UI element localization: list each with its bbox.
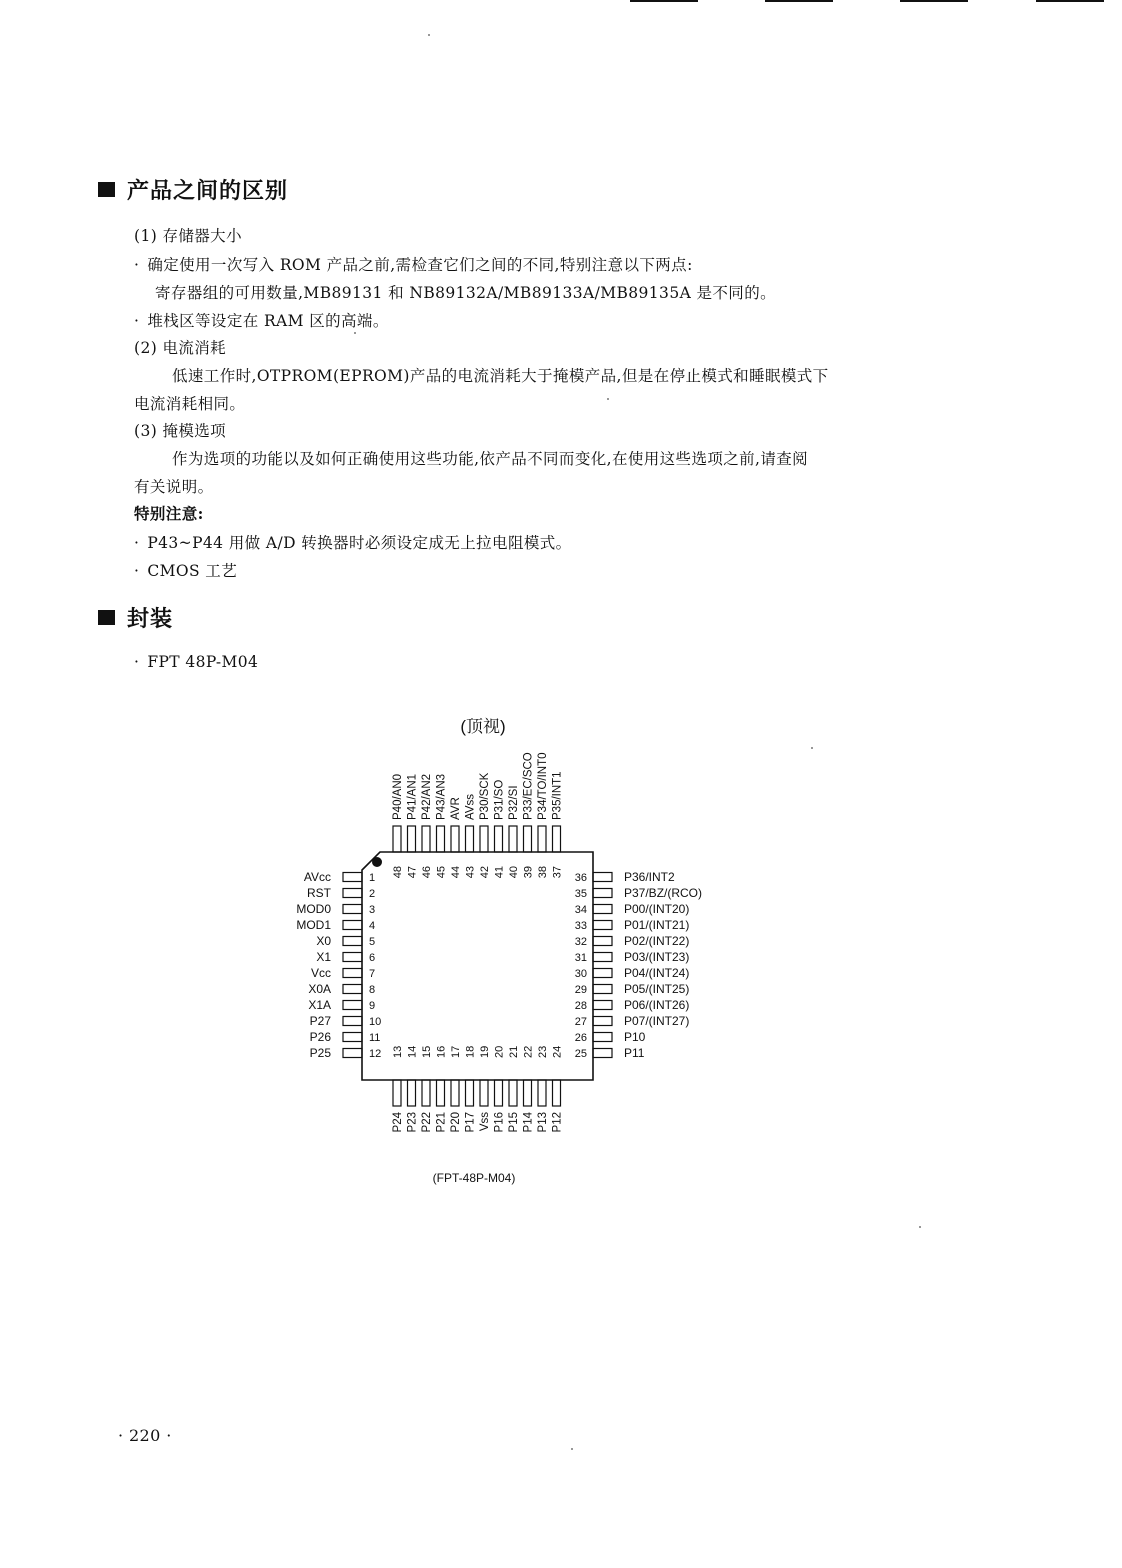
pin-21-label: P15 [508, 1112, 520, 1133]
pin-13-number: 13 [392, 1045, 404, 1058]
item2-paragraph-line1: 低速工作时,OTPROM(EPROM)产品的电流消耗大于掩模产品,但是在停止模式和睡眠模式下 [172, 367, 829, 385]
pin-6-label: X1 [316, 950, 331, 964]
pin-47-number: 47 [406, 866, 419, 879]
pin-46-lead [422, 826, 430, 852]
pin-38-label: P34/TO/INT0 [537, 752, 549, 820]
pin-39-number: 39 [522, 866, 535, 879]
pin-40-label: P32/SI [508, 785, 520, 820]
heading-square-icon [98, 610, 115, 625]
pin-41-label: P31/SO [493, 779, 506, 820]
pin-8-number: 8 [369, 984, 376, 996]
pin-44-lead [451, 826, 459, 852]
pin-9-number: 9 [369, 1000, 376, 1012]
pin-23-lead [538, 1080, 546, 1106]
scan-speck [811, 747, 813, 749]
pin-33-number: 33 [574, 920, 587, 932]
item1-title: (1) 存储器大小 [134, 227, 242, 245]
item3-paragraph-line2: 有关说明。 [134, 478, 214, 496]
pin-22-number: 22 [522, 1045, 535, 1058]
pin-22-label: P14 [522, 1112, 535, 1133]
pin-10-label: P27 [309, 1014, 331, 1028]
top-pin-group [392, 752, 564, 878]
pin-7-lead [343, 969, 362, 978]
heading-square-icon [98, 182, 115, 197]
pin-24-number: 24 [551, 1045, 564, 1058]
pin-4-number: 4 [369, 920, 376, 932]
pin-48-lead [393, 826, 401, 852]
pin-25-label: P11 [624, 1046, 645, 1060]
note-bullet2: · CMOS 工艺 [134, 562, 238, 580]
pin-7-label: Vcc [310, 966, 331, 980]
pin-9-lead [343, 1001, 362, 1010]
pin-31-label: P03/(INT23) [624, 950, 690, 964]
pin-48-label: P40/AN0 [392, 773, 404, 820]
pin-29-label: P05/(INT25) [624, 982, 690, 996]
item3-title: (3) 掩模选项 [134, 422, 227, 440]
diagram-caption: (FPT-48P-M04) [432, 1171, 516, 1185]
pin-2-lead [343, 889, 362, 898]
pin-36-number: 36 [574, 872, 587, 884]
pin-36-lead [593, 873, 612, 882]
pin-14-number: 14 [406, 1045, 419, 1058]
pin-33-lead [593, 921, 612, 930]
pin-21-number: 21 [508, 1045, 520, 1058]
pin-31-number: 31 [574, 952, 587, 964]
pin-28-lead [593, 1001, 612, 1010]
pin-43-lead [466, 826, 474, 852]
header-rule-2 [765, 0, 833, 2]
pin-42-lead [480, 826, 488, 852]
pin-42-number: 42 [479, 866, 491, 879]
pin-23-number: 23 [537, 1045, 549, 1058]
pin-2-number: 2 [369, 888, 376, 900]
pin-37-number: 37 [551, 866, 564, 879]
pin-24-label: P12 [551, 1112, 564, 1133]
bullet-dot-icon: · [134, 562, 140, 580]
package-bullet: · FPT 48P-M04 [134, 653, 259, 671]
pin-23-label: P13 [537, 1112, 549, 1133]
pin-36-label: P36/INT2 [624, 870, 675, 884]
pin-28-number: 28 [574, 1000, 587, 1012]
scan-speck [607, 398, 609, 400]
pin-21-lead [509, 1080, 517, 1106]
pin-43-label: AVss [464, 794, 477, 820]
pin-27-label: P07/(INT27) [624, 1014, 690, 1028]
bullet-dot-icon: · [134, 534, 140, 552]
note-bullet1: · P43~P44 用做 A/D 转换器时必须设定成无上拉电阻模式。 [134, 534, 572, 552]
pin-14-lead [408, 1080, 416, 1106]
pin-35-label: P37/BZ/(RCO) [624, 886, 703, 900]
pin-24-lead [553, 1080, 561, 1106]
bullet-dot-icon: · [134, 653, 140, 671]
pin-25-lead [593, 1049, 612, 1058]
scan-speck [919, 1226, 921, 1228]
pin-8-lead [343, 985, 362, 994]
pin-3-lead [343, 905, 362, 914]
pin-28-label: P06/(INT26) [624, 998, 690, 1012]
pin-20-number: 20 [493, 1045, 506, 1058]
pin-3-label: MOD0 [296, 902, 331, 916]
pin-30-lead [593, 969, 612, 978]
pin-20-label: P16 [493, 1112, 506, 1133]
item1-bullet1: · 确定使用一次写入 ROM 产品之前,需检查它们之间的不同,特别注意以下两点: [134, 256, 693, 274]
pin-18-lead [466, 1080, 474, 1106]
pin-27-lead [593, 1017, 612, 1026]
pin-41-lead [495, 826, 503, 852]
pin-26-number: 26 [574, 1032, 587, 1044]
pin-13-lead [393, 1080, 401, 1106]
package-pinout-diagram [0, 700, 1122, 1220]
pin-15-number: 15 [421, 1045, 433, 1058]
pin-30-number: 30 [574, 968, 587, 980]
pin-27-number: 27 [574, 1016, 587, 1028]
item3-paragraph-line1: 作为选项的功能以及如何正确使用这些功能,依产品不同而变化,在使用这些选项之前,请查阅 [172, 450, 809, 468]
pin-11-label: P26 [309, 1030, 331, 1044]
item2-title: (2) 电流消耗 [134, 339, 227, 357]
left-pin-group [296, 870, 381, 1060]
pin-39-label: P33/EC/SCO [522, 752, 535, 820]
pin-29-number: 29 [574, 984, 587, 996]
pin-35-number: 35 [574, 888, 587, 900]
pin-19-label: Vss [479, 1112, 491, 1132]
pin-6-number: 6 [369, 952, 376, 964]
pin-47-label: P41/AN1 [406, 773, 419, 820]
section-heading-differences: 产品之间的区别 [98, 174, 288, 205]
pin-17-number: 17 [450, 1045, 462, 1058]
bullet-dot-icon: · [134, 312, 140, 330]
pin-14-label: P23 [406, 1112, 419, 1133]
pin-38-number: 38 [537, 866, 549, 879]
item2-paragraph-line2: 电流消耗相同。 [134, 395, 246, 413]
pin-34-lead [593, 905, 612, 914]
pin-18-label: P17 [464, 1112, 477, 1133]
pin-37-lead [553, 826, 561, 852]
pin-15-lead [422, 1080, 430, 1106]
pin-32-label: P02/(INT22) [624, 934, 690, 948]
scan-speck [571, 1448, 573, 1450]
bottom-pin-group [392, 1046, 564, 1133]
pin-39-lead [524, 826, 532, 852]
pin-3-number: 3 [369, 904, 376, 916]
pin-46-number: 46 [421, 866, 433, 879]
pin-30-label: P04/(INT24) [624, 966, 690, 980]
pin-45-lead [437, 826, 445, 852]
pin-40-number: 40 [508, 866, 520, 879]
item1-bullet2: · 堆栈区等设定在 RAM 区的高端。 [134, 312, 389, 330]
pin-20-lead [495, 1080, 503, 1106]
pin-19-number: 19 [479, 1045, 491, 1058]
pin-15-label: P22 [421, 1112, 433, 1133]
pin-26-label: P10 [624, 1030, 646, 1044]
right-pin-group [575, 870, 702, 1060]
pin-46-label: P42/AN2 [421, 773, 433, 820]
pin-37-label: P35/INT1 [551, 771, 564, 820]
pin-17-label: P20 [450, 1112, 462, 1133]
pin-29-lead [593, 985, 612, 994]
pin-26-lead [593, 1033, 612, 1042]
pin-33-label: P01/(INT21) [624, 918, 690, 932]
note-title: 特别注意: [134, 504, 204, 523]
pin-10-number: 10 [369, 1016, 382, 1028]
pin-17-lead [451, 1080, 459, 1106]
pin-10-lead [343, 1017, 362, 1026]
view-label: (顶视) [460, 717, 506, 736]
pin-13-label: P24 [392, 1112, 404, 1133]
pin-2-label: RST [307, 886, 331, 900]
pin-18-number: 18 [464, 1045, 477, 1058]
pin-42-label: P30/SCK [479, 772, 491, 820]
section-heading-package: 封装 [98, 602, 173, 633]
scan-speck [428, 34, 430, 36]
pin-16-lead [437, 1080, 445, 1106]
pin-1-number: 1 [369, 872, 376, 884]
bullet-dot-icon: · [134, 256, 140, 274]
pin-41-number: 41 [493, 866, 506, 879]
pin-44-number: 44 [450, 866, 462, 879]
pin-44-label: AVR [450, 797, 462, 820]
header-rule-4 [1036, 0, 1104, 2]
pin-7-number: 7 [369, 968, 376, 980]
pin-22-lead [524, 1080, 532, 1106]
header-rule-3 [900, 0, 968, 2]
pin-5-label: X0 [316, 934, 331, 948]
pin-40-lead [509, 826, 517, 852]
pin-45-label: P43/AN3 [435, 773, 448, 820]
pin-31-lead [593, 953, 612, 962]
pin1-marker-dot [372, 857, 382, 867]
pin-19-lead [480, 1080, 488, 1106]
scan-speck [354, 332, 356, 334]
pin-38-lead [538, 826, 546, 852]
pin-16-number: 16 [435, 1045, 448, 1058]
pin-43-number: 43 [464, 866, 477, 879]
pin-12-label: P25 [309, 1046, 331, 1060]
pin-32-number: 32 [574, 936, 587, 948]
pin-12-number: 12 [369, 1048, 382, 1060]
pin-47-lead [408, 826, 416, 852]
pin-35-lead [593, 889, 612, 898]
pin-48-number: 48 [392, 866, 404, 879]
pin-45-number: 45 [435, 866, 448, 879]
pin-6-lead [343, 953, 362, 962]
pin-1-lead [343, 873, 362, 882]
header-rule-1 [630, 0, 698, 2]
pin-5-lead [343, 937, 362, 946]
pin-16-label: P21 [435, 1112, 448, 1133]
pin-11-lead [343, 1033, 362, 1042]
pin-12-lead [343, 1049, 362, 1058]
pin-34-number: 34 [574, 904, 587, 916]
pin-4-lead [343, 921, 362, 930]
pin-8-label: X0A [308, 982, 331, 996]
pin-4-label: MOD1 [296, 918, 331, 932]
pin-34-label: P00/(INT20) [624, 902, 690, 916]
pin-25-number: 25 [574, 1048, 587, 1060]
page-number: · 220 · [118, 1426, 172, 1445]
item1-bullet1-continued: 寄存器组的可用数量,MB89131 和 NB89132A/MB89133A/MB89135A 是不同的。 [155, 284, 777, 302]
pin-11-number: 11 [369, 1032, 381, 1044]
pin-9-label: X1A [308, 998, 331, 1012]
pin-1-label: AVcc [303, 870, 331, 884]
pin-5-number: 5 [369, 936, 376, 948]
pin-32-lead [593, 937, 612, 946]
